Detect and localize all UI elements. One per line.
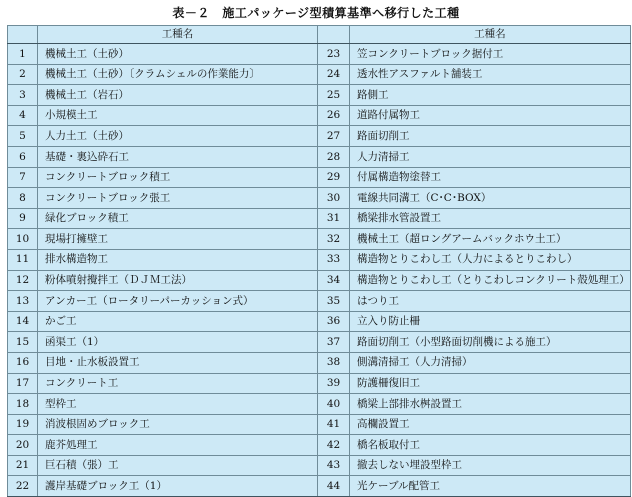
row-number-left: 6: [8, 146, 38, 167]
row-number-left: 4: [8, 105, 38, 126]
work-type-name-right: 透水性アスファルト舗装工: [350, 64, 631, 85]
header-name-right: 工種名: [350, 26, 631, 44]
work-type-name-left: 機械土工（土砂）: [38, 44, 318, 65]
work-type-name-right: 路面切削工（小型路面切削機による施工）: [350, 332, 631, 353]
row-number-left: 17: [8, 373, 38, 394]
work-type-name-right: 光ケーブル配管工: [350, 476, 631, 497]
table-row: [8, 249, 631, 270]
table-row: [8, 270, 631, 291]
work-type-name-left: 機械土工（岩石）: [38, 85, 318, 106]
work-type-name-right: 人力清掃工: [350, 146, 631, 167]
row-number-right: 44: [318, 476, 350, 497]
work-type-name-left: 目地・止水板設置工: [38, 352, 318, 373]
table-row: [8, 188, 631, 209]
row-number-right: 38: [318, 352, 350, 373]
header-number-left: [8, 26, 38, 44]
work-type-name-right: 笠コンクリートブロック据付工: [350, 44, 631, 65]
table-row: [8, 332, 631, 353]
row-number-left: 14: [8, 311, 38, 332]
work-type-name-left: 消波根固めブロック工: [38, 414, 318, 435]
row-number-right: 32: [318, 229, 350, 250]
row-number-right: 43: [318, 455, 350, 476]
work-type-name-right: 橋梁排水管設置工: [350, 208, 631, 229]
row-number-right: 23: [318, 44, 350, 65]
row-number-right: 31: [318, 208, 350, 229]
work-type-name-left: 型枠工: [38, 394, 318, 415]
row-number-left: 8: [8, 188, 38, 209]
table-row: [8, 414, 631, 435]
work-type-name-right: 立入り防止柵: [350, 311, 631, 332]
row-number-left: 2: [8, 64, 38, 85]
work-type-name-left: コンクリートブロック張工: [38, 188, 318, 209]
work-type-name-right: 構造物とりこわし工（人力によるとりこわし）: [350, 249, 631, 270]
table-title: 表－２ 施工パッケージ型積算基準へ移行した工種: [172, 6, 460, 20]
work-type-name-left: 排水構造物工: [38, 249, 318, 270]
row-number-left: 3: [8, 85, 38, 106]
table-row: [8, 311, 631, 332]
row-number-right: 36: [318, 311, 350, 332]
row-number-right: 37: [318, 332, 350, 353]
table-row: [8, 146, 631, 167]
work-type-name-right: 構造物とりこわし工（とりこわしコンクリート殻処理工）: [350, 270, 631, 291]
row-number-left: 15: [8, 332, 38, 353]
row-number-left: 1: [8, 44, 38, 65]
table-row: [8, 373, 631, 394]
table-row: [8, 44, 631, 65]
work-type-name-right: 撤去しない埋設型枠工: [350, 455, 631, 476]
work-type-name-right: 路面切削工: [350, 126, 631, 147]
header-name-left: 工種名: [38, 26, 318, 44]
row-number-right: 30: [318, 188, 350, 209]
work-type-name-left: コンクリートブロック積工: [38, 167, 318, 188]
table-row: [8, 455, 631, 476]
table-row: [8, 126, 631, 147]
row-number-right: 41: [318, 414, 350, 435]
work-type-name-left: 鹿芥処理工: [38, 435, 318, 456]
row-number-left: 19: [8, 414, 38, 435]
row-number-left: 12: [8, 270, 38, 291]
work-type-name-right: 電線共同溝工（C･C･BOX）: [350, 188, 631, 209]
work-type-name-left: かご工: [38, 311, 318, 332]
header-number-right: [318, 26, 350, 44]
row-number-right: 28: [318, 146, 350, 167]
work-type-name-right: はつり工: [350, 291, 631, 312]
row-number-left: 10: [8, 229, 38, 250]
work-type-name-right: 側溝清掃工（人力清掃）: [350, 352, 631, 373]
table-row: [8, 167, 631, 188]
row-number-right: 33: [318, 249, 350, 270]
table-row: [8, 394, 631, 415]
row-number-left: 18: [8, 394, 38, 415]
row-number-left: 7: [8, 167, 38, 188]
work-type-name-left: 巨石積（張）工: [38, 455, 318, 476]
row-number-left: 21: [8, 455, 38, 476]
table-row: [8, 85, 631, 106]
work-type-name-left: 基礎・裏込砕石工: [38, 146, 318, 167]
table-row: [8, 291, 631, 312]
row-number-left: 16: [8, 352, 38, 373]
work-type-name-left: 小規模土工: [38, 105, 318, 126]
row-number-right: 26: [318, 105, 350, 126]
work-type-name-right: 橋梁上部排水桝設置工: [350, 394, 631, 415]
work-type-table: [7, 25, 631, 497]
work-type-name-left: コンクリート工: [38, 373, 318, 394]
work-type-name-left: 粉体噴射攪拌工（ＤＪＭ工法）: [38, 270, 318, 291]
row-number-right: 27: [318, 126, 350, 147]
work-type-name-right: 機械土工（超ロングアームバックホウ土工）: [350, 229, 631, 250]
table-body: [8, 44, 631, 497]
work-type-name-left: 護岸基礎ブロック工（1）: [38, 476, 318, 497]
table-row: [8, 476, 631, 497]
row-number-right: 35: [318, 291, 350, 312]
row-number-right: 29: [318, 167, 350, 188]
work-type-name-right: 防護柵復旧工: [350, 373, 631, 394]
table-row: [8, 352, 631, 373]
work-type-name-left: 緑化ブロック積工: [38, 208, 318, 229]
work-type-name-left: アンカー工（ロータリーパーカッション式）: [38, 291, 318, 312]
work-type-name-right: 付属構造物塗替工: [350, 167, 631, 188]
row-number-left: 13: [8, 291, 38, 312]
work-type-name-right: 路側工: [350, 85, 631, 106]
table-row: [8, 105, 631, 126]
table-header-row: [8, 26, 631, 44]
row-number-right: 39: [318, 373, 350, 394]
row-number-right: 25: [318, 85, 350, 106]
row-number-right: 24: [318, 64, 350, 85]
work-type-name-right: 道路付属物工: [350, 105, 631, 126]
row-number-right: 42: [318, 435, 350, 456]
work-type-name-left: 人力土工（土砂）: [38, 126, 318, 147]
row-number-left: 11: [8, 249, 38, 270]
work-type-name-left: 函渠工（1）: [38, 332, 318, 353]
work-type-name-right: 高欄設置工: [350, 414, 631, 435]
work-type-name-left: 現場打擁壁工: [38, 229, 318, 250]
table-row: [8, 229, 631, 250]
row-number-left: 22: [8, 476, 38, 497]
row-number-left: 20: [8, 435, 38, 456]
row-number-right: 34: [318, 270, 350, 291]
work-type-name-right: 橋名板取付工: [350, 435, 631, 456]
table-row: [8, 64, 631, 85]
row-number-right: 40: [318, 394, 350, 415]
work-type-name-left: 機械土工（土砂）〔クラムシェルの作業能力〕: [38, 64, 318, 85]
row-number-left: 9: [8, 208, 38, 229]
table-row: [8, 208, 631, 229]
row-number-left: 5: [8, 126, 38, 147]
table-row: [8, 435, 631, 456]
